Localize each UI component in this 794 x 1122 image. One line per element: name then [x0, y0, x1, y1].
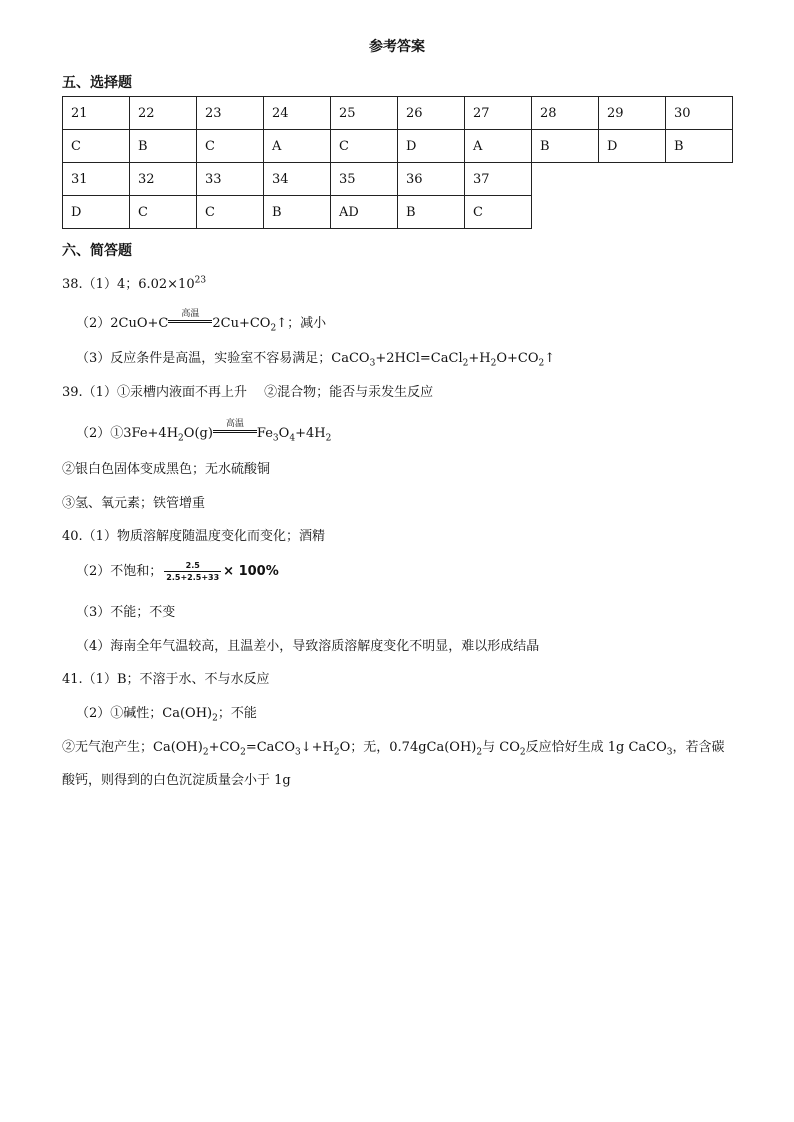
page-title: 参考答案 — [369, 39, 425, 55]
answer-38-2 — [76, 309, 327, 334]
subscript: 2 — [490, 358, 497, 369]
table-cell: D — [599, 130, 666, 163]
table-cell-empty — [599, 163, 666, 196]
table-cell: 32 — [130, 163, 197, 196]
answer-table — [62, 96, 733, 229]
answer-39-2b: ②银白色固体变成黑色；无水硫酸铜 — [62, 462, 271, 477]
section-heading-choice: 五、选择题 — [62, 75, 132, 91]
reaction-condition — [213, 419, 257, 437]
table-cell: C — [331, 130, 398, 163]
table-cell: B — [264, 196, 331, 229]
table-cell: 27 — [465, 97, 532, 130]
subscript: 2 — [178, 433, 184, 444]
answer-text: （2）不饱和； — [76, 564, 163, 579]
table-cell: 36 — [398, 163, 465, 196]
table-cell: 31 — [63, 163, 130, 196]
table-cell-empty — [666, 163, 733, 196]
table-row — [63, 130, 733, 163]
table-cell: 25 — [331, 97, 398, 130]
answer-40-3: （3）不能；不变 — [76, 605, 176, 620]
table-cell-empty — [532, 196, 599, 229]
table-row — [63, 196, 733, 229]
subscript: 2 — [202, 747, 209, 758]
answer-text: 反应恰好生成 1g CaCO — [525, 740, 667, 755]
subscript: 2 — [538, 358, 545, 369]
answer-text: O(g) — [183, 426, 213, 441]
subscript: 4 — [289, 433, 296, 444]
answer-39-1: 39.（1）①汞槽内液面不再上升 ②混合物；能否与汞发生反应 — [62, 385, 434, 400]
table-cell: C — [197, 196, 264, 229]
answer-text: O+CO — [496, 351, 539, 366]
subscript: 3 — [295, 747, 301, 758]
table-cell: 24 — [264, 97, 331, 130]
answer-text: ，若含碳 — [672, 740, 725, 755]
answer-41-2 — [76, 702, 257, 724]
table-cell: C — [197, 130, 264, 163]
answer-text: +CO — [208, 740, 241, 755]
answer-text: （3）反应条件是高温，实验室不容易满足；CaCO — [76, 351, 370, 366]
answer-text: （2）①3Fe+4H — [76, 426, 179, 441]
subscript: 2 — [212, 713, 218, 724]
answer-41-1: 41.（1）B；不溶于水、不与水反应 — [62, 672, 270, 687]
table-cell: 23 — [197, 97, 264, 130]
answer-text: ↑；减小 — [276, 316, 327, 331]
table-cell: A — [264, 130, 331, 163]
table-cell: 34 — [264, 163, 331, 196]
table-cell: C — [130, 196, 197, 229]
equals-bar — [213, 430, 257, 433]
section-heading-short-answer: 六、简答题 — [62, 243, 132, 259]
table-row — [63, 97, 733, 130]
subscript: 3 — [369, 358, 376, 369]
answer-text: Fe — [256, 426, 273, 441]
answer-40-1: 40.（1）物质溶解度随温度变化而变化；酒精 — [62, 529, 325, 544]
subscript: 2 — [270, 323, 277, 334]
table-cell: D — [398, 130, 465, 163]
answer-text: +H — [468, 351, 491, 366]
table-cell: 26 — [398, 97, 465, 130]
answer-text: ；不能 — [217, 706, 257, 721]
condition-label: 高温 — [225, 419, 244, 429]
answer-41-3 — [62, 736, 725, 758]
fraction-denominator: 2.5+2.5+33 — [166, 572, 220, 582]
subscript: 2 — [476, 747, 483, 758]
subscript: 2 — [462, 358, 469, 369]
table-cell-empty — [599, 196, 666, 229]
answer-text: 与 CO — [482, 740, 520, 755]
table-cell: D — [63, 196, 130, 229]
answer-40-4: （4）海南全年气温较高，且温差小，导致溶质溶解度变化不明显，难以形成结晶 — [76, 639, 540, 654]
table-cell: B — [666, 130, 733, 163]
table-cell: AD — [331, 196, 398, 229]
subscript: 2 — [240, 747, 246, 758]
table-cell: B — [398, 196, 465, 229]
reaction-condition — [168, 309, 212, 327]
table-cell: 30 — [666, 97, 733, 130]
subscript: 2 — [325, 433, 332, 444]
answer-text: 38.（1）4；6.02×10 — [62, 277, 195, 292]
fraction-numerator: 2.5 — [164, 561, 221, 572]
superscript: 23 — [194, 275, 207, 286]
table-cell: B — [130, 130, 197, 163]
answer-text: =CaCO — [245, 740, 296, 755]
answer-text: +2HCl=CaCl — [375, 351, 463, 366]
answer-text: ↑ — [544, 351, 556, 366]
table-cell-empty — [532, 163, 599, 196]
table-cell: 37 — [465, 163, 532, 196]
subscript: 3 — [272, 433, 279, 444]
answer-39-2 — [76, 419, 332, 444]
answer-text: 2Cu+CO — [212, 316, 271, 331]
answer-text: O；无，0.74gCa(OH) — [339, 740, 477, 755]
answer-41-4: 酸钙，则得到的白色沉淀质量会小于 1g — [62, 773, 291, 788]
subscript: 2 — [333, 747, 340, 758]
table-cell: 21 — [63, 97, 130, 130]
table-cell: B — [532, 130, 599, 163]
equals-bar — [168, 320, 212, 323]
answer-38-3 — [76, 347, 556, 369]
table-row — [63, 163, 733, 196]
answer-text: +4H — [295, 426, 326, 441]
answer-text: ↓+H — [300, 740, 334, 755]
answer-39-2c: ③氢、氧元素；铁管增重 — [62, 496, 206, 511]
answer-text: × 100% — [223, 564, 279, 579]
condition-label: 高温 — [181, 309, 200, 319]
answer-text: （2）①碱性；Ca(OH) — [76, 706, 213, 721]
table-cell: 22 — [130, 97, 197, 130]
fraction — [164, 561, 221, 583]
table-cell: 33 — [197, 163, 264, 196]
table-cell-empty — [666, 196, 733, 229]
table-cell: C — [63, 130, 130, 163]
answer-40-2 — [76, 560, 279, 583]
answer-text: （2）2CuO+C — [76, 316, 169, 331]
answer-text: O — [278, 426, 290, 441]
table-cell: A — [465, 130, 532, 163]
answer-text: ②无气泡产生；Ca(OH) — [62, 740, 203, 755]
answer-38-1 — [62, 273, 206, 292]
subscript: 2 — [519, 747, 526, 758]
table-cell: C — [465, 196, 532, 229]
table-cell: 28 — [532, 97, 599, 130]
table-cell: 29 — [599, 97, 666, 130]
table-cell: 35 — [331, 163, 398, 196]
subscript: 3 — [666, 747, 673, 758]
